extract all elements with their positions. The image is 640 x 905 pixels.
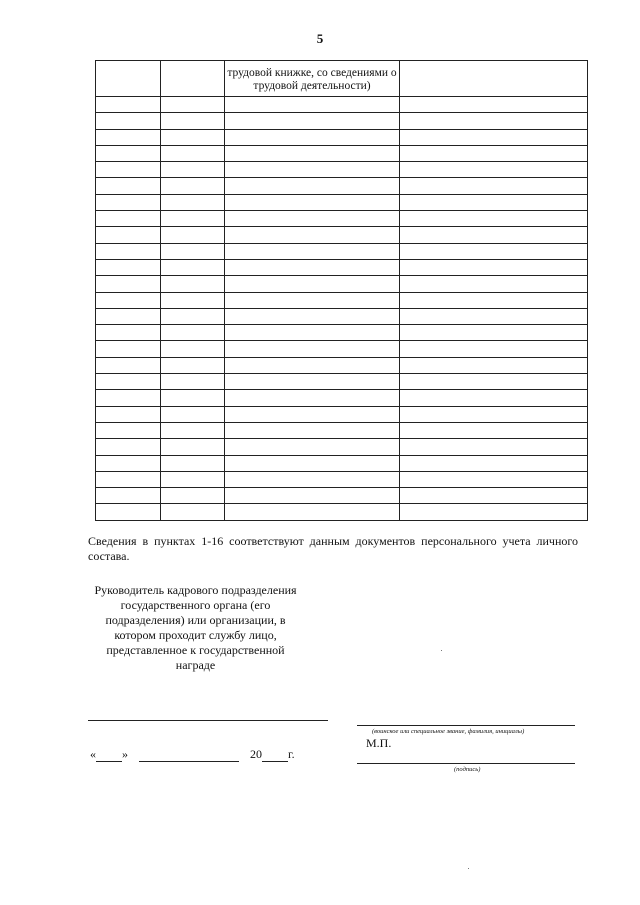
table-cell [225, 406, 400, 422]
table-cell [96, 178, 161, 194]
table-row [96, 325, 588, 341]
table-cell [400, 211, 588, 227]
signatory-title: Руководитель кадрового подразделения государственного органа (его подразделения) или организации, в котором проходит службу лицо, представленное к государственной награде [94, 583, 297, 672]
table-cell [96, 455, 161, 471]
table-cell [400, 471, 588, 487]
table-cell [225, 439, 400, 455]
table-cell [225, 194, 400, 210]
table-cell [161, 259, 225, 275]
table-cell [96, 341, 161, 357]
table-row [96, 439, 588, 455]
table-cell [225, 325, 400, 341]
table-cell [400, 325, 588, 341]
table-cell [225, 113, 400, 129]
table-row [96, 504, 588, 520]
table-cell [400, 374, 588, 390]
table-cell [161, 374, 225, 390]
table-cell [96, 211, 161, 227]
table-cell [96, 129, 161, 145]
table-cell [161, 97, 225, 113]
table-cell [400, 276, 588, 292]
table-cell [400, 390, 588, 406]
table-cell [400, 308, 588, 324]
table-cell [225, 97, 400, 113]
table-row [96, 162, 588, 178]
table-row [96, 113, 588, 129]
table-cell [161, 178, 225, 194]
table-cell [225, 390, 400, 406]
table-cell [400, 145, 588, 161]
table-row [96, 259, 588, 275]
table-cell [96, 504, 161, 520]
table-cell [96, 357, 161, 373]
table-row [96, 308, 588, 324]
table-cell [400, 227, 588, 243]
table-cell [225, 162, 400, 178]
scan-speck [441, 650, 442, 651]
table-row [96, 129, 588, 145]
table-row [96, 145, 588, 161]
table-cell [161, 113, 225, 129]
table-cell [400, 422, 588, 438]
table-cell [225, 178, 400, 194]
table-cell [96, 259, 161, 275]
table-cell [96, 471, 161, 487]
table-cell [161, 422, 225, 438]
year-suffix: г. [288, 747, 295, 761]
table-row [96, 243, 588, 259]
table-cell [225, 504, 400, 520]
table-cell [161, 129, 225, 145]
table-cell [96, 292, 161, 308]
table-cell [400, 455, 588, 471]
table-cell [400, 259, 588, 275]
table-cell [225, 471, 400, 487]
data-table [95, 60, 588, 521]
signatory-left-line [88, 720, 328, 721]
table-cell [161, 194, 225, 210]
table-cell [161, 145, 225, 161]
table-cell [161, 439, 225, 455]
date-line [90, 747, 295, 762]
table-cell [96, 439, 161, 455]
table-cell [225, 129, 400, 145]
signature-line [357, 763, 575, 764]
table-cell [161, 488, 225, 504]
table-cell [225, 422, 400, 438]
year-prefix: 20 [250, 747, 262, 761]
table-cell [96, 406, 161, 422]
table-cell [225, 211, 400, 227]
table-cell [225, 243, 400, 259]
table-cell [96, 325, 161, 341]
rank-name-caption: (воинское или специальное звание, фамилия, инициалы) [372, 728, 525, 735]
page-number: 5 [316, 31, 324, 46]
table-row [96, 374, 588, 390]
table-cell [96, 308, 161, 324]
table-row [96, 488, 588, 504]
signature-caption: (подпись) [454, 766, 481, 773]
table-cell [400, 504, 588, 520]
table-cell [161, 341, 225, 357]
table-cell [225, 488, 400, 504]
month-blank [139, 761, 239, 762]
table-cell [400, 113, 588, 129]
table-row [96, 178, 588, 194]
table-cell [400, 194, 588, 210]
table-cell [96, 422, 161, 438]
rank-name-line [357, 725, 575, 726]
table-cell [225, 276, 400, 292]
table-cell [96, 243, 161, 259]
table-cell [96, 276, 161, 292]
table-cell [400, 162, 588, 178]
stamp-label: М.П. [366, 736, 392, 750]
date-close-quote: » [122, 747, 128, 761]
table-cell [400, 243, 588, 259]
table-cell [161, 471, 225, 487]
table-cell [96, 113, 161, 129]
table-cell [400, 61, 588, 97]
table-header-row [96, 61, 588, 97]
table-cell [161, 308, 225, 324]
table-cell [161, 390, 225, 406]
date-open-quote: « [90, 747, 96, 761]
table-row [96, 211, 588, 227]
table-row [96, 357, 588, 373]
scan-speck [468, 868, 469, 869]
table-cell [161, 292, 225, 308]
table-cell [161, 162, 225, 178]
table-cell [161, 61, 225, 97]
table-row [96, 422, 588, 438]
table-row [96, 390, 588, 406]
table-cell [161, 325, 225, 341]
table-cell [225, 308, 400, 324]
table-row [96, 455, 588, 471]
table-row [96, 471, 588, 487]
table-cell [96, 227, 161, 243]
table-cell [96, 374, 161, 390]
table-header-cell: трудовой книжке, со сведениями о трудовой деятельности) [225, 61, 400, 97]
table-cell [400, 129, 588, 145]
day-blank [96, 761, 122, 762]
table-cell [161, 211, 225, 227]
table-cell [161, 227, 225, 243]
certification-statement: Сведения в пунктах 1-16 соответствуют данным документов персонального учета личного состава. [88, 534, 578, 563]
table-cell [96, 488, 161, 504]
table-cell [225, 259, 400, 275]
table-cell [225, 455, 400, 471]
table-cell [225, 357, 400, 373]
table-cell [400, 178, 588, 194]
table-cell [161, 276, 225, 292]
table-cell [225, 374, 400, 390]
table-row [96, 406, 588, 422]
table-cell [161, 406, 225, 422]
table-cell [400, 357, 588, 373]
year-blank [262, 761, 288, 762]
table-cell [96, 390, 161, 406]
table-cell [96, 194, 161, 210]
table-cell [96, 97, 161, 113]
table-cell [225, 227, 400, 243]
table-cell [96, 162, 161, 178]
table-row [96, 194, 588, 210]
table-cell [161, 504, 225, 520]
table-cell [400, 341, 588, 357]
table-cell [225, 292, 400, 308]
table-cell [400, 97, 588, 113]
table-cell [96, 145, 161, 161]
table-row [96, 341, 588, 357]
table-cell [225, 145, 400, 161]
table-cell [400, 488, 588, 504]
table-row [96, 227, 588, 243]
table-cell [400, 406, 588, 422]
table-row [96, 276, 588, 292]
table-cell [225, 341, 400, 357]
table-cell [161, 243, 225, 259]
table-row [96, 292, 588, 308]
table-cell [400, 292, 588, 308]
table-cell [161, 357, 225, 373]
table-cell [161, 455, 225, 471]
table-cell [400, 439, 588, 455]
table-cell [96, 61, 161, 97]
table-row [96, 97, 588, 113]
